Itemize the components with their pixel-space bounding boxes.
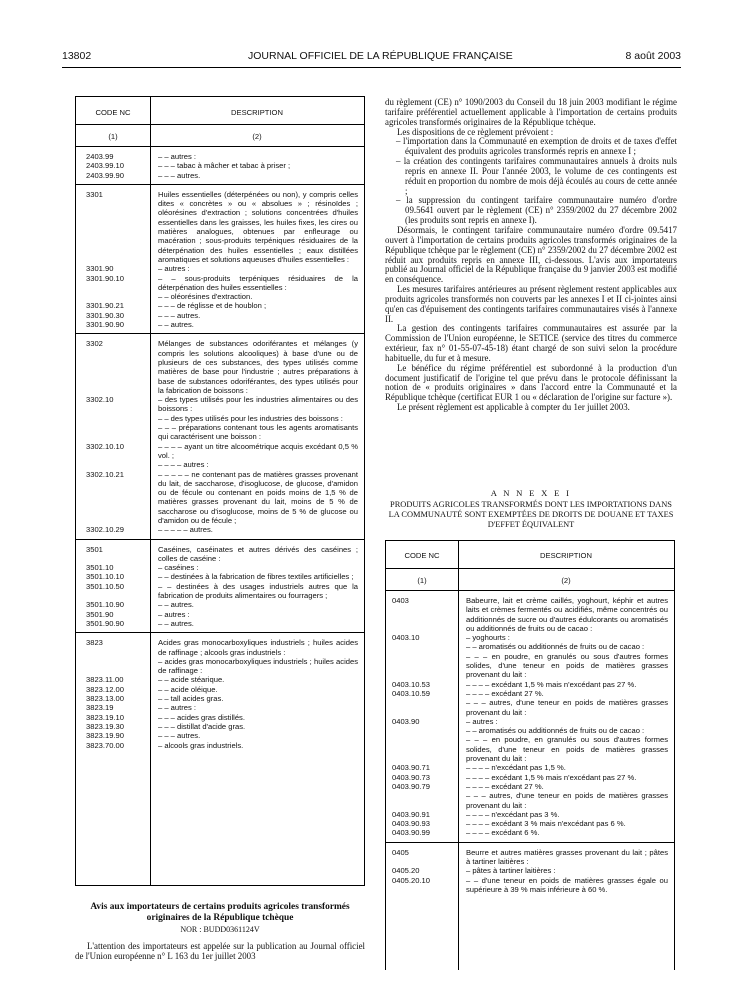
col-header-code: CODE NC <box>95 108 131 117</box>
col-number-code: (1) <box>108 132 118 141</box>
nc-code: 0405.20.10 <box>392 875 431 885</box>
table-row <box>76 264 364 273</box>
table-row <box>386 819 674 828</box>
table-row <box>76 161 364 170</box>
nc-description: – – des types utilisés pour les industries des boissons : <box>158 413 343 423</box>
notice-title: Avis aux importateurs de certains produits agricoles transformés originaires de la République tchèque <box>90 902 350 923</box>
table-group <box>76 147 364 185</box>
header-rule <box>62 67 681 68</box>
table-row <box>386 642 674 651</box>
table-row <box>76 685 364 694</box>
nc-description: – autres : <box>466 716 498 726</box>
table-row <box>76 563 364 572</box>
table-group <box>76 334 364 539</box>
nc-code: 2403.99 <box>86 152 114 161</box>
nc-description: – – d'une teneur en poids de matières grasses égale ou supérieure à 39 % mais inférieure à 60 %. <box>466 875 668 894</box>
nc-description: – – – autres, d'une teneur en poids de matières grasses provenant du lait : <box>466 698 668 717</box>
nc-code: 0403.90.71 <box>392 763 431 773</box>
list-item: – la suppression du contingent tarifaire communautaire numéro d'ordre 09.5641 ouvert par le règlement (CE) n° 2359/2002 du 27 décembre 2002 (les produits sont repris en annexe I). <box>396 195 677 226</box>
paragraph: du règlement (CE) n° 1090/2003 du Conseil du 18 juin 2003 modifiant le régime tarifaire préférentiel actuellement applicable à l'importation de certains produits agricoles transformés originaires de la République tchèque. <box>385 97 677 127</box>
nc-description: – – – – ayant un titre alcoométrique acquis excédant 0,5 % vol. ; <box>158 441 358 460</box>
nc-code: 0405 <box>392 847 409 857</box>
nc-code: 3501.10.90 <box>86 600 125 610</box>
col-number-description: (2) <box>252 132 262 141</box>
notice-body: L'attention des importateurs est appelée sur la publication au Journal officiel de l'Union européenne n° L 163 du 1er juillet 2003 <box>75 941 365 961</box>
table-row <box>386 828 674 837</box>
nc-description: – – tall acides gras. <box>158 694 224 704</box>
table-row <box>76 470 364 526</box>
nc-description: Huiles essentielles (déterpénées ou non), y compris celles dites « concrètes » ou « absolues » ; résinoïdes ; oléorésines d'extraction ; solutions concentrées d'huiles essentielles dans les graisses, les huiles fixes, les cires ou matières analogues, obtenues par enfleurage ou macération ; sous-produits terpéniques résiduaires de la déterpénation des huiles essentielles ; eaux distillées aromatiques et solutions aqueuses d'huiles essentielles : <box>158 189 358 264</box>
nc-code <box>76 414 150 423</box>
table-row <box>76 572 364 581</box>
table-row <box>76 545 364 564</box>
table-row <box>76 339 364 395</box>
left-table-body <box>76 147 364 754</box>
nc-description: – – – – – autres. <box>158 525 213 535</box>
nc-code: 0403.90.93 <box>392 819 431 829</box>
nc-code: 3823.19.90 <box>86 731 125 741</box>
table-header-numbers <box>386 569 674 591</box>
nc-code: 3823.70.00 <box>86 740 125 750</box>
nc-code <box>386 726 458 735</box>
right-nc-table <box>385 540 675 970</box>
table-row <box>76 741 364 750</box>
paragraph: Désormais, le contingent tarifaire communautaire numéro d'ordre 09.5417 ouvert à l'importation de certains produits agricoles transformés originaires de la République tchèque par le règlement (CE) n° 2359/2002 du 27 décembre 2002 est réduit aux produits repris en annexe III, ci-dessous. L'avis aux importateurs publié au Journal officiel de la République française du 9 janvier 2003 est modifié en conséquence. <box>385 224 677 285</box>
table-row <box>76 190 364 264</box>
list-item: – la création des contingents tarifaires communautaires annuels à droits nuls repris en annexe II. Pour l'année 2003, le volume de ces contingents est réduit en proportion du nombre de mois déjà écoulés au cours de cette année ; <box>396 156 677 196</box>
table-row <box>386 698 674 717</box>
nc-code: 3302.10.10 <box>86 441 125 451</box>
importer-notice <box>75 902 365 961</box>
paragraph: Les dispositions de ce règlement prévoient : <box>397 126 554 137</box>
nc-description: – – autres : <box>158 703 196 713</box>
nc-description: – autres : <box>158 609 190 619</box>
table-row <box>76 311 364 320</box>
nc-code: 3302.10.29 <box>86 525 125 535</box>
nc-code: 0403.90.73 <box>392 772 431 782</box>
nc-description: – – – autres. <box>158 731 201 741</box>
nc-code: 3501.10.10 <box>86 572 125 582</box>
nc-description: – caséines : <box>158 563 199 573</box>
table-row <box>76 292 364 301</box>
nc-code <box>386 652 458 680</box>
nc-code: 3301.90.30 <box>86 310 125 320</box>
table-row <box>76 675 364 684</box>
table-row <box>76 713 364 722</box>
nc-description: – autres : <box>158 264 190 274</box>
table-row <box>76 423 364 442</box>
paragraph: Le présent règlement est applicable à compter du 1er juillet 2003. <box>397 402 630 413</box>
table-row <box>386 735 674 763</box>
table-row <box>386 782 674 791</box>
nc-description: – pâtes à tartiner laitières : <box>466 866 556 876</box>
nc-code <box>386 642 458 651</box>
table-group <box>386 591 674 843</box>
nc-description: – – – – n'excédant pas 1,5 %. <box>466 763 566 773</box>
table-group <box>386 843 674 898</box>
nc-description: – – – de réglisse et de houblon ; <box>158 301 267 311</box>
nc-code: 3301.90.21 <box>86 301 125 311</box>
table-row <box>386 717 674 726</box>
nc-code: 3301.90 <box>86 264 114 274</box>
table-header-numbers <box>76 125 364 147</box>
nc-description: – – – – n'excédant pas 3 %. <box>466 809 560 819</box>
nc-code: 3823.19.10 <box>86 712 125 722</box>
nor-reference: NOR : BUDD0361124V <box>180 925 260 934</box>
page-number: 13802 <box>62 50 92 62</box>
table-row <box>386 810 674 819</box>
issue-date: 8 août 2003 <box>625 50 681 62</box>
nc-description: – acides gras monocarboxyliques industriels ; huiles acides de raffinage : <box>158 656 358 676</box>
table-row <box>386 726 674 735</box>
nc-description: – – acide oléique. <box>158 684 218 694</box>
annex-heading <box>385 488 677 530</box>
nc-code: 3301.90.10 <box>86 273 125 283</box>
nc-description: – – – autres, d'une teneur en poids de matières grasses provenant du lait : <box>466 791 668 810</box>
nc-code: 3823 <box>86 638 103 648</box>
nc-description: – – oléorésines d'extraction. <box>158 292 253 302</box>
nc-description: Caséines, caséinates et autres dérivés des caséines ; colles de caséine : <box>158 544 358 563</box>
nc-description: – – – autres. <box>158 310 201 320</box>
nc-code: 3302.10 <box>86 395 114 405</box>
table-row <box>76 722 364 731</box>
table-row <box>386 876 674 895</box>
nc-code: 3301 <box>86 189 103 199</box>
table-row <box>76 619 364 628</box>
col-number-description: (2) <box>561 576 571 585</box>
table-row <box>76 152 364 161</box>
nc-code: 0403.10.59 <box>392 688 431 698</box>
table-row <box>76 610 364 619</box>
nc-description: – – acide stéarique. <box>158 675 225 685</box>
nc-code <box>386 791 458 810</box>
table-group <box>76 633 364 754</box>
nc-description: Acides gras monocarboxyliques industriels ; huiles acides de raffinage ; alcools gras industriels : <box>158 638 358 657</box>
table-row <box>76 600 364 609</box>
nc-code: 3501.10 <box>86 563 114 573</box>
table-row <box>386 689 674 698</box>
nc-code <box>386 735 458 763</box>
paragraph: Les mesures tarifaires antérieures au présent règlement restent applicables aux produits agricoles transformés non couverts par les annexes I et II ci-jointes ainsi qu'en cas d'épuisement des contingents tarifaires communautaires visés à l'annexe II. <box>385 284 677 324</box>
table-group <box>76 540 364 634</box>
nc-description: – – – – excédant 1,5 % mais n'excédant pas 27 %. <box>466 679 637 689</box>
left-nc-table <box>75 96 365 886</box>
list-item: – l'importation dans la Communauté en exemption de droits et de taxes d'effet équivalent des produits agricoles transformés repris en annexe I ; <box>396 136 677 157</box>
table-group <box>76 185 364 334</box>
nc-code: 3823.12.00 <box>86 684 125 694</box>
right-table-body <box>386 591 674 898</box>
table-row <box>76 731 364 740</box>
nc-description: – des types utilisés pour les industries alimentaires ou des boissons : <box>158 395 358 414</box>
nc-description: Mélanges de substances odoriférantes et mélanges (y compris les solutions alcooliques) à base d'une ou de plusieurs de ces substances, des types utilisés comme matières de base pour l'industrie ; autres préparations à base de substances odoriférantes, des types utilisés pour la fabrication de boissons : <box>158 339 358 395</box>
nc-code: 3501.90 <box>86 609 114 619</box>
nc-code <box>76 460 150 469</box>
table-row <box>386 652 674 680</box>
table-row <box>76 320 364 329</box>
table-row <box>76 301 364 310</box>
nc-description: – – aromatisés ou additionnés de fruits ou de cacao : <box>466 642 645 652</box>
col-header-description: DESCRIPTION <box>540 551 592 560</box>
nc-description: – – – – excédant 27 %. <box>466 781 544 791</box>
paragraph: Le bénéfice du régime préférentiel est subordonné à la production d'un document justificatif de l'origine tel que prévu dans le protocole définissant la notion de « produits originaires » dans l'accord entre la Communauté et la République tchèque (certificat EUR 1 ou « déclaration de l'origine sur facture »). <box>385 362 677 403</box>
nc-code: 3823.13.00 <box>86 694 125 704</box>
nc-code <box>386 698 458 717</box>
col-header-code: CODE NC <box>404 551 440 560</box>
nc-code: 3823.19 <box>86 703 114 713</box>
table-row <box>76 274 364 293</box>
nc-code: 0403.90.99 <box>392 828 431 838</box>
nc-code: 3301.90.90 <box>86 320 125 330</box>
nc-description: – – autres. <box>158 600 194 610</box>
nc-code: 3501.90.90 <box>86 618 125 628</box>
nc-description: – – – acides gras distillés. <box>158 712 245 722</box>
nc-code <box>76 292 150 301</box>
nc-description: – – sous-produits terpéniques résiduaires de la déterpénation des huiles essentielles : <box>158 273 358 292</box>
nc-description: – – – – excédant 1,5 % mais n'excédant pas 27 %. <box>466 772 637 782</box>
table-row <box>76 525 364 534</box>
nc-code: 3302 <box>86 339 103 349</box>
nc-description: – – – – excédant 27 %. <box>466 688 544 698</box>
nc-description: Beurre et autres matières grasses provenant du lait ; pâtes à tartiner laitières : <box>466 847 668 867</box>
table-row <box>76 442 364 461</box>
nc-description: – – – – excédant 6 %. <box>466 828 540 838</box>
nc-code: 0403 <box>392 596 409 605</box>
nc-description: Babeurre, lait et crème caillés, yoghourt, képhir et autres laits et crèmes fermentés ou acidifiés, même concentrés ou additionnés de sucre ou d'autres édulcorants ou aromatisés ou additionnés de fruits ou de cacao : <box>466 596 668 633</box>
nc-code: 0403.10.53 <box>392 679 431 689</box>
nc-code: 2403.99.10 <box>86 161 125 171</box>
nc-description: – – – en poudre, en granulés ou sous d'autres formes solides, d'une teneur en poids de matières grasses provenant du lait : <box>466 735 668 764</box>
nc-description: – – – distillat d'acide gras. <box>158 721 246 731</box>
table-row <box>76 460 364 469</box>
table-row <box>76 638 364 657</box>
nc-description: – – – – excédant 3 % mais n'excédant pas 6 %. <box>466 819 626 829</box>
nc-code: 3501 <box>86 544 103 554</box>
nc-code <box>76 423 150 442</box>
table-row <box>386 866 674 875</box>
col-header-description: DESCRIPTION <box>231 108 283 117</box>
table-row <box>76 395 364 414</box>
nc-code: 0405.20 <box>392 866 420 876</box>
table-row <box>386 680 674 689</box>
table-row <box>386 633 674 642</box>
nc-code: 0403.90 <box>392 716 420 726</box>
nc-description: – – – – autres : <box>158 460 209 470</box>
table-row <box>386 596 674 633</box>
nc-code: 3501.10.50 <box>86 581 125 591</box>
nc-description: – – destinées à la fabrication de fibres textiles artificielles ; <box>158 572 354 582</box>
nc-code: 3302.10.21 <box>86 469 125 479</box>
nc-code: 0403.90.91 <box>392 809 431 819</box>
nc-description: – – – – – ne contenant pas de matières grasses provenant du lait, de saccharose, d'isoglucose, de glucose, d'amidon ou de fécule ou contenant en poids moins de 1,5 % de matières grasses provenant du lait, moins de 5 % de saccharose ou d'isoglucose, moins de 5 % de glucose ou d'amidon ou de fécule ; <box>158 469 358 525</box>
table-row <box>76 694 364 703</box>
annex-subtitle: PRODUITS AGRICOLES TRANSFORMÉS DONT LES IMPORTATIONS DANS LA COMMUNAUTÉ SONT EXEMPTÉES DE DROITS DE DOUANE ET TAXES D'EFFET ÉQUIVALENT <box>388 500 674 529</box>
table-row <box>386 791 674 810</box>
nc-description: – – – préparations contenant tous les agents aromatisants qui caractérisent une boisson : <box>158 423 358 442</box>
nc-code <box>76 657 150 676</box>
table-row <box>386 763 674 772</box>
table-header-row <box>76 97 364 125</box>
table-row <box>386 773 674 782</box>
table-row <box>76 414 364 423</box>
annex-title: A N N E X E I <box>490 488 572 498</box>
nc-description: – – autres : <box>158 152 196 161</box>
nc-description: – – – autres. <box>158 170 201 180</box>
table-row <box>76 582 364 601</box>
nc-code: 3823.19.30 <box>86 721 125 731</box>
nc-description: – – autres. <box>158 618 194 628</box>
nc-description: – – – tabac à mâcher et tabac à priser ; <box>158 161 291 171</box>
table-row <box>386 848 674 867</box>
nc-description: – – aromatisés ou additionnés de fruits ou de cacao : <box>466 726 645 736</box>
table-header-row <box>386 541 674 569</box>
table-row <box>76 703 364 712</box>
col-number-code: (1) <box>417 576 427 585</box>
nc-description: – – – en poudre, en granulés ou sous d'autres formes solides, d'une teneur en poids de matières grasses provenant du lait : <box>466 651 668 680</box>
table-row <box>76 657 364 676</box>
nc-code: 0403.10 <box>392 633 420 643</box>
nc-code: 3823.11.00 <box>86 675 124 685</box>
table-row <box>76 171 364 180</box>
nc-description: – yoghourts : <box>466 633 510 643</box>
paragraph: La gestion des contingents tarifaires communautaires est assurée par la Commission de l'Union européenne, le SETICE (service des titres du commerce extérieur, fax n° 01-55-07-45-18) étant chargé de son suivi selon la procédure habituelle, du fur et à mesure. <box>385 323 677 363</box>
journal-title: JOURNAL OFFICIEL DE LA RÉPUBLIQUE FRANÇAISE <box>248 50 513 62</box>
nc-description: – – autres. <box>158 320 194 330</box>
nc-code: 0403.90.79 <box>392 781 431 791</box>
nc-description: – alcools gras industriels. <box>158 740 244 750</box>
nc-description: – – destinées à des usages industriels autres que la fabrication de produits alimentaires ou fourragers ; <box>158 581 358 601</box>
right-column-text <box>385 98 677 413</box>
nc-code: 2403.99.90 <box>86 170 125 180</box>
